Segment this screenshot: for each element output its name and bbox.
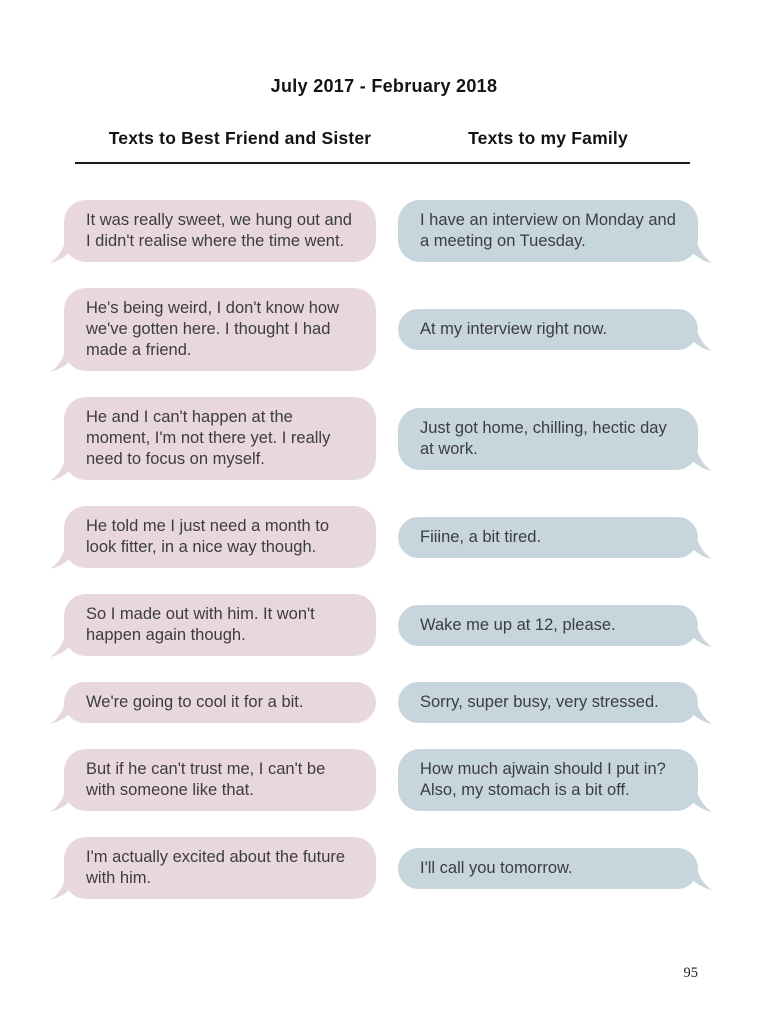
right-column-cell xyxy=(398,517,698,558)
speech-tail-left-icon xyxy=(50,343,82,373)
left-column-cell xyxy=(64,288,376,371)
left-message-text: It was really sweet, we hung out and I didn't realise where the time went. xyxy=(86,211,352,250)
left-column-cell xyxy=(64,837,376,899)
right-column-cell xyxy=(398,848,698,889)
speech-tail-right-icon xyxy=(680,234,712,264)
speech-tail-left-icon xyxy=(50,452,82,482)
right-message-bubble xyxy=(398,848,698,889)
speech-tail-right-icon xyxy=(680,783,712,813)
speech-tail-left-icon xyxy=(50,695,82,725)
page-number: 95 xyxy=(683,965,698,981)
left-message-bubble xyxy=(64,682,376,723)
right-message-text: How much ajwain should I put in? Also, my stomach is a bit off. xyxy=(420,760,666,799)
right-message-bubble xyxy=(398,605,698,646)
right-message-text: Just got home, chilling, hectic day at work. xyxy=(420,418,667,458)
right-message-bubble xyxy=(398,408,698,470)
speech-tail-left-icon xyxy=(50,234,82,264)
left-message-bubble xyxy=(64,837,376,899)
message-row xyxy=(64,837,698,899)
speech-tail-right-icon xyxy=(680,861,712,891)
message-grid xyxy=(0,164,768,899)
left-message-text: He's being weird, I don't know how we've gotten here. I thought I had made a friend. xyxy=(86,299,340,359)
left-column-cell xyxy=(64,682,376,723)
right-column-cell xyxy=(398,309,698,350)
right-message-bubble xyxy=(398,200,698,262)
message-row xyxy=(64,200,698,262)
left-column-cell xyxy=(64,749,376,811)
left-message-text: But if he can't trust me, I can't be with someone like that. xyxy=(86,760,326,799)
left-message-text: We're going to cool it for a bit. xyxy=(86,693,304,711)
left-column-cell xyxy=(64,200,376,262)
column-headers xyxy=(0,128,768,149)
right-message-bubble xyxy=(398,309,698,350)
message-row xyxy=(64,594,698,656)
right-message-bubble xyxy=(398,749,698,811)
speech-tail-left-icon xyxy=(50,783,82,813)
left-column-cell xyxy=(64,506,376,568)
right-message-text: At my interview right now. xyxy=(420,320,608,338)
right-column-cell xyxy=(398,200,698,262)
left-message-bubble xyxy=(64,397,376,480)
left-message-text: I'm actually excited about the future with him. xyxy=(86,848,346,887)
left-column-header: Texts to Best Friend and Sister xyxy=(108,128,372,148)
left-message-text: He told me I just need a month to look fitter, in a nice way though. xyxy=(86,517,330,556)
left-message-text: So I made out with him. It won't happen again though. xyxy=(86,605,315,644)
speech-tail-left-icon xyxy=(50,540,82,570)
right-message-text: I'll call you tomorrow. xyxy=(420,858,573,877)
speech-tail-right-icon xyxy=(680,695,712,725)
message-row xyxy=(64,682,698,723)
message-row xyxy=(64,506,698,568)
right-message-bubble xyxy=(398,517,698,558)
speech-tail-right-icon xyxy=(680,322,712,352)
right-message-text: I have an interview on Monday and a meeting on Tuesday. xyxy=(420,211,676,250)
speech-tail-left-icon xyxy=(50,628,82,658)
left-message-bubble xyxy=(64,749,376,811)
right-column-cell xyxy=(398,749,698,811)
right-column-cell xyxy=(398,408,698,470)
page-title: July 2017 - February 2018 xyxy=(270,76,498,96)
left-message-text: He and I can't happen at the moment, I'm not there yet. I really need to focus on myself. xyxy=(86,408,331,468)
speech-tail-left-icon xyxy=(50,871,82,901)
left-message-bubble xyxy=(64,594,376,656)
right-column-cell xyxy=(398,682,698,723)
message-row xyxy=(64,288,698,371)
left-column-cell xyxy=(64,594,376,656)
speech-tail-right-icon xyxy=(680,618,712,648)
right-message-bubble xyxy=(398,682,698,723)
left-column-cell xyxy=(64,397,376,480)
left-message-bubble xyxy=(64,288,376,371)
right-message-text: Fiiine, a bit tired. xyxy=(420,527,542,546)
left-message-bubble xyxy=(64,506,376,568)
right-message-text: Sorry, super busy, very stressed. xyxy=(420,693,659,711)
right-message-text: Wake me up at 12, please. xyxy=(420,615,616,634)
speech-tail-right-icon xyxy=(680,442,712,472)
speech-tail-right-icon xyxy=(680,530,712,560)
right-column-cell xyxy=(398,605,698,646)
left-message-bubble xyxy=(64,200,376,262)
message-row xyxy=(64,749,698,811)
right-column-header: Texts to my Family xyxy=(468,128,628,148)
message-row xyxy=(64,397,698,480)
